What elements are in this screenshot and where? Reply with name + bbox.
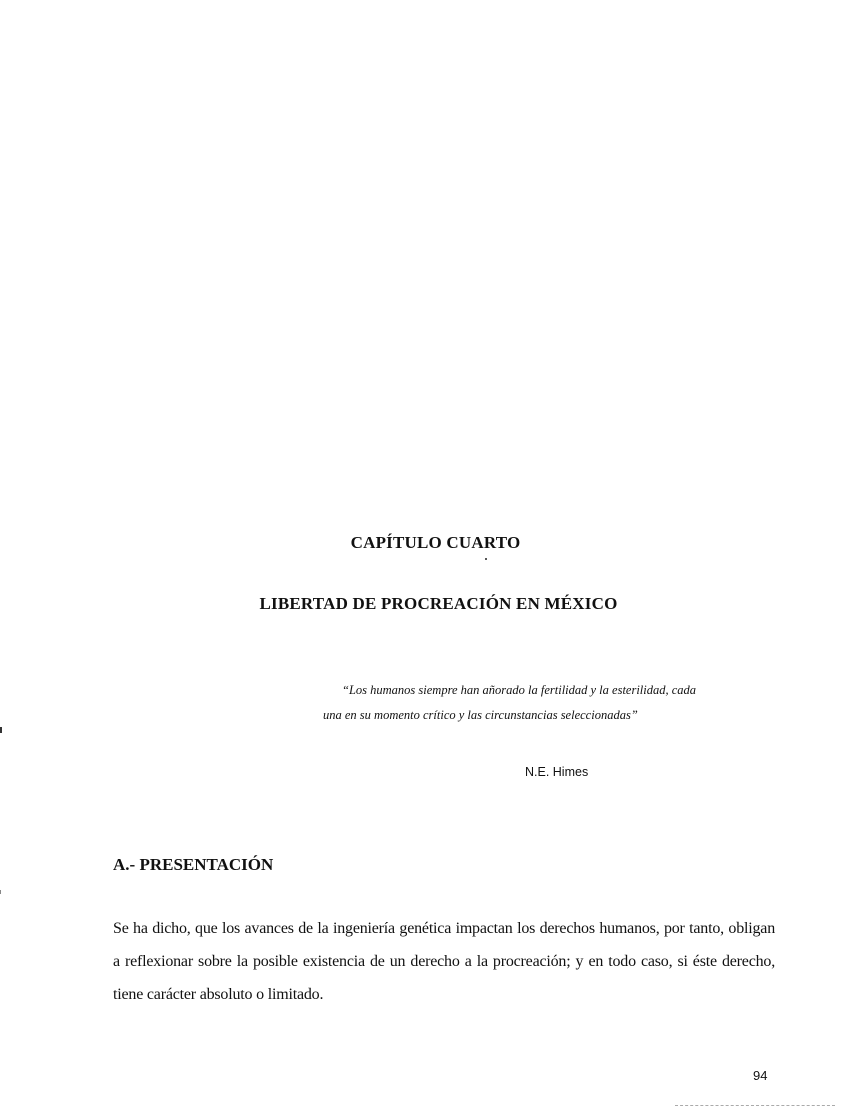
epigraph-line-2: una en su momento crítico y las circunstancias seleccionadas” [323, 708, 638, 722]
chapter-title: CAPÍTULO CUARTO [350, 533, 521, 552]
scan-edge-mark [0, 890, 5, 894]
section-heading: A.- PRESENTACIÓN [113, 855, 274, 874]
epigraph-quote [323, 678, 768, 728]
body-paragraph: Se ha dicho, que los avances de la ingeniería genética impactan los derechos humanos, por tanto, obligan a reflexionar sobre la posible existencia de un derecho a la procreación; y en todo caso, si éste derecho, tiene carácter absoluto o limitado. [113, 920, 775, 1003]
scan-artifact-line [675, 1105, 835, 1107]
chapter-subtitle: LIBERTAD DE PROCREACIÓN EN MÉXICO [259, 594, 618, 613]
epigraph-line-1: “Los humanos siempre han añorado la fertilidad y la esterilidad, cada [342, 683, 697, 697]
scan-edge-mark [0, 727, 6, 733]
page-number: 94 [753, 1068, 768, 1083]
epigraph-author: N.E. Himes [525, 765, 589, 779]
scan-speck [485, 558, 487, 560]
